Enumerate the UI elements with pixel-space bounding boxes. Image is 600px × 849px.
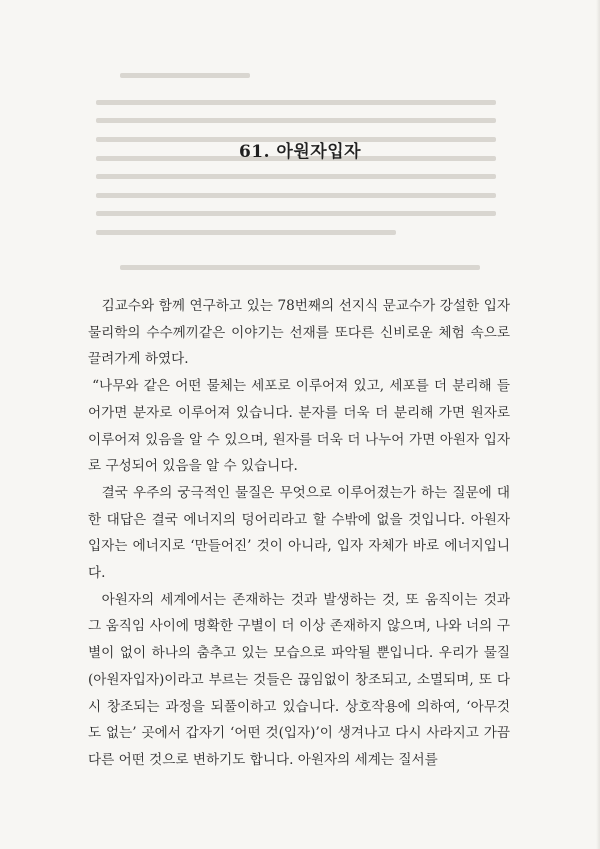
paragraph-3: 결국 우주의 궁극적인 물질은 무엇으로 이루어졌는가 하는 질문에 대한 대답은 결국 에너지의 덩어리라고 할 수밖에 없을 것입니다. 아원자입자는 에너지로 ‘만들어진’ 것이 아니라, 입자 자체가 바로 에너지입니다. [88,484,510,582]
paragraph-2: “나무와 같은 어떤 물체는 세포로 이루어져 있고, 세포를 더 분리해 들어가면 분자로 이루어져 있습니다. 분자를 더욱 더 분리해 가면 원자로 이루어져 있음을 알 수 있으며, 원자를 더욱 더 나누어 가면 아원자 입자로 구성되어 있음을 알 수 있습니다. [88,378,511,475]
chapter-title: 61. 아원자입자 [238,142,362,163]
paragraph-4: 아원자의 세계에서는 존재하는 것과 발생하는 것, 또 움직이는 것과 그 움직임 사이에 명확한 구별이 더 이상 존재하지 않으며, 나와 너의 구별이 없이 하나의 춤추고 있는 모습으로 파악될 뿐입니다. 우리가 물질(아원자입자)이라고 부르는 것들은 끊임없이 창조되고, 소멸되며, 또 다시 창조되는 과정을 되풀이하고 있습니다. 상호작용에 의하여, ‘아무것도 없는’ 곳에서 갑자기 ‘어떤 것(입자)’이 생겨나고 다시 사라지고 가끔 다른 어떤 것으로 변하기도 합니다. 아원자의 세계는 질서를 [88,591,510,768]
paragraph-1: 김교수와 함께 연구하고 있는 78번째의 선지식 문교수가 강설한 입자물리학의 수수께끼같은 이야기는 선재를 또다른 신비로운 체험 속으로 끌려가게 하였다. [88,298,510,368]
body-text [88,293,510,774]
page-edge-shadow [596,0,600,849]
